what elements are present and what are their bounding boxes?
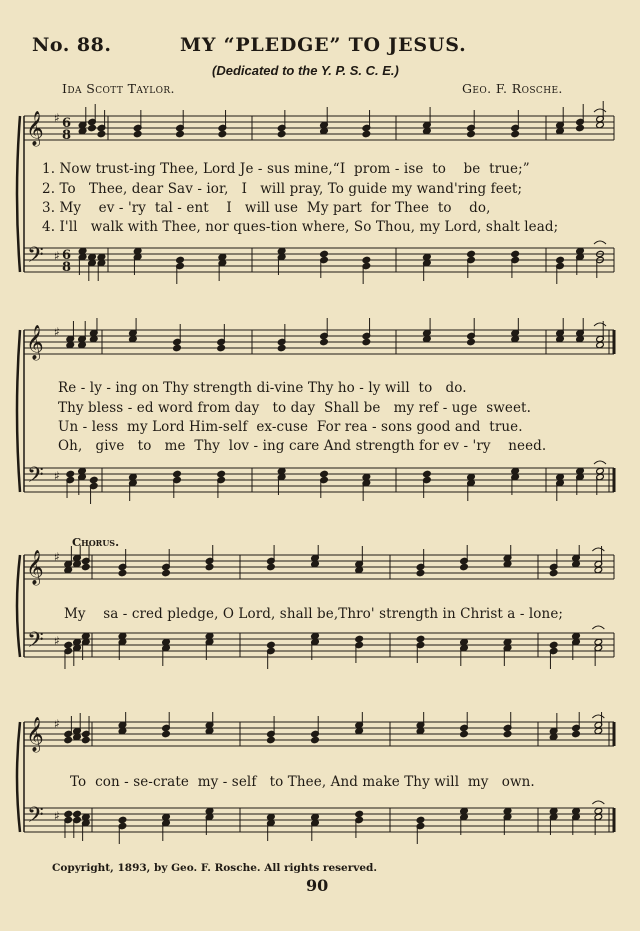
note-icon — [556, 256, 565, 284]
note-icon — [362, 318, 371, 346]
brace — [17, 330, 20, 492]
fermata-icon — [594, 109, 606, 112]
note-icon — [416, 635, 425, 663]
treble-clef-icon: 𝄞 — [26, 111, 44, 146]
note-icon — [467, 110, 476, 138]
bass-clef-icon: 𝄢 — [27, 803, 44, 833]
bass-staff — [24, 248, 614, 272]
note-icon — [217, 324, 226, 352]
note-icon — [556, 473, 565, 501]
note-icon — [82, 632, 91, 660]
note-icon — [176, 110, 185, 138]
note-icon — [82, 813, 91, 841]
sharp-icon: ♯ — [54, 249, 60, 263]
note-icon — [362, 256, 371, 284]
note-icon — [460, 807, 469, 835]
note-icon — [218, 253, 227, 281]
note-icon — [129, 473, 138, 501]
note-icon — [66, 470, 75, 498]
note-icon — [73, 638, 82, 666]
note-icon — [572, 807, 581, 835]
note-icon — [267, 813, 276, 841]
note-icon — [362, 473, 371, 501]
note-icon — [64, 641, 73, 669]
note-icon — [73, 545, 82, 568]
note-icon — [320, 107, 329, 135]
note-icon — [78, 321, 87, 349]
author-credit: Ida Scott Taylor. — [62, 81, 175, 96]
time-signature-icon — [62, 116, 71, 143]
note-icon — [467, 250, 476, 278]
note-icon — [572, 712, 581, 738]
note-icon — [511, 110, 520, 138]
note-icon — [267, 545, 276, 571]
bass-staff — [24, 808, 614, 832]
svg-text:8: 8 — [62, 260, 72, 275]
note-icon — [503, 638, 512, 666]
note-icon — [572, 545, 581, 568]
fermata-icon — [592, 801, 604, 804]
note-icon — [78, 107, 87, 135]
note-icon — [503, 807, 512, 835]
note-icon — [66, 321, 75, 349]
note-icon — [592, 801, 604, 835]
note-icon — [416, 816, 425, 844]
svg-text:6: 6 — [62, 248, 72, 263]
sharp-icon: ♯ — [54, 809, 60, 823]
note-icon — [277, 110, 286, 138]
note-icon — [205, 712, 214, 735]
sharp-icon: ♯ — [54, 550, 60, 564]
note-icon — [423, 107, 432, 135]
note-icon — [467, 318, 476, 346]
brace — [17, 722, 20, 832]
fermata-icon — [594, 461, 606, 464]
svg-text:6: 6 — [62, 116, 72, 131]
note-icon — [64, 546, 73, 574]
time-signature-icon — [62, 248, 71, 275]
note-icon — [592, 546, 604, 574]
note-icon — [133, 110, 142, 138]
note-icon — [460, 712, 469, 738]
verse-1-line-2: Re - ly - ing on Thy strength di-vine Thy ho - ly will to do. — [58, 380, 467, 396]
note-icon — [118, 712, 127, 735]
note-icon — [362, 110, 371, 138]
note-icon — [217, 470, 226, 498]
note-icon — [64, 716, 73, 744]
sharp-icon: ♯ — [54, 111, 60, 125]
sharp-icon: ♯ — [54, 325, 60, 339]
dedication: (Dedicated to the Y. P. S. C. E.) — [212, 63, 399, 78]
note-icon — [320, 470, 329, 498]
copyright-notice: Copyright, 1893, by Geo. F. Rosche. All rights reserved. — [52, 862, 378, 874]
note-icon — [267, 641, 276, 669]
verse-1-line-1: 1. Now trust-ing Thee, Lord Je - sus mine,“I prom - ise to be true;” — [42, 161, 530, 177]
note-icon — [88, 104, 97, 132]
note-icon — [549, 549, 558, 577]
note-icon — [556, 107, 565, 135]
note-icon — [118, 549, 127, 577]
note-icon — [73, 713, 82, 741]
svg-text:8: 8 — [62, 128, 72, 143]
note-icon — [118, 816, 127, 844]
verse-2-line-1: 2. To Thee, dear Sav - ior, I will pray, To guide my wand'ring feet; — [42, 181, 523, 197]
note-icon — [576, 467, 585, 495]
hymn-title: MY “PLEDGE” TO JESUS. — [180, 34, 467, 56]
note-icon — [218, 110, 227, 138]
composer-credit: Geo. F. Rosche. — [462, 81, 563, 96]
bass-clef-icon: 𝄢 — [27, 463, 44, 493]
note-icon — [511, 250, 520, 278]
note-icon — [82, 545, 91, 571]
note-icon — [592, 712, 604, 735]
note-icon — [89, 476, 98, 504]
note-icon — [97, 110, 106, 138]
treble-clef-icon: 𝄞 — [26, 717, 44, 752]
note-icon — [311, 813, 320, 841]
note-icon — [82, 716, 91, 744]
note-icon — [460, 545, 469, 571]
chorus-line-2: To con - se-crate my - self to Thee, And make Thy will my own. — [70, 774, 535, 790]
treble-clef-icon: 𝄞 — [26, 550, 44, 585]
note-icon — [173, 470, 182, 498]
note-icon — [162, 549, 171, 577]
sharp-icon: ♯ — [54, 469, 60, 483]
note-icon — [78, 247, 87, 275]
verse-2-line-2: Thy bless - ed word from day to day Shall be my ref - uge sweet. — [58, 400, 531, 416]
note-icon — [118, 632, 127, 660]
verse-3-line-1: 3. My ev - 'ry tal - ent I will use My part for Thee to do, — [42, 200, 491, 216]
fermata-icon — [594, 241, 606, 244]
bass-clef-icon: 𝄢 — [27, 243, 44, 273]
chorus-line-1: My sa - cred pledge, O Lord, shall be,Thro' strength in Christ a - lone; — [64, 606, 564, 622]
note-icon — [503, 545, 512, 568]
fermata-icon — [592, 548, 604, 551]
note-icon — [311, 545, 320, 568]
note-icon — [511, 467, 520, 495]
note-icon — [205, 807, 214, 835]
note-icon — [355, 712, 364, 735]
page-number: 90 — [306, 876, 329, 895]
note-icon — [467, 473, 476, 501]
note-icon — [549, 641, 558, 669]
note-icon — [277, 467, 286, 495]
bass-clef-icon: 𝄢 — [27, 628, 44, 658]
note-icon — [416, 549, 425, 577]
note-icon — [355, 635, 364, 663]
fermata-icon — [592, 626, 604, 629]
sharp-icon: ♯ — [54, 717, 60, 731]
note-icon — [576, 104, 585, 132]
note-icon — [88, 253, 97, 281]
note-icon — [78, 467, 87, 495]
note-icon — [423, 470, 432, 498]
verse-4-line-1: 4. I'll walk with Thee, nor ques-tion where, So Thou, my Lord, shalt lead; — [42, 219, 559, 235]
verse-3-line-2: Un - less my Lord Him-self ex-cuse For rea - sons good and true. — [58, 419, 523, 435]
note-icon — [576, 247, 585, 275]
note-icon — [320, 250, 329, 278]
brace — [17, 116, 20, 272]
brace — [17, 555, 20, 657]
treble-staff — [24, 116, 614, 140]
note-icon — [176, 256, 185, 284]
note-icon — [97, 253, 106, 281]
note-icon — [320, 318, 329, 346]
chorus-label: Chorus. — [72, 535, 120, 549]
note-icon — [162, 638, 171, 666]
note-icon — [549, 713, 558, 741]
note-icon — [594, 321, 606, 349]
note-icon — [133, 247, 142, 275]
fermata-icon — [594, 323, 606, 326]
note-icon — [162, 712, 171, 738]
note-icon — [594, 461, 606, 495]
note-icon — [355, 810, 364, 838]
fermata-icon — [592, 715, 604, 718]
note-icon — [503, 712, 512, 738]
note-icon — [277, 324, 286, 352]
verse-4-line-2: Oh, give to me Thy lov - ing care And strength for ev - 'ry need. — [58, 438, 547, 454]
note-icon — [416, 712, 425, 735]
note-icon — [592, 626, 604, 666]
hymn-number: No. 88. — [32, 34, 112, 56]
note-icon — [355, 546, 364, 574]
sharp-icon: ♯ — [54, 634, 60, 648]
note-icon — [311, 716, 320, 744]
treble-staff — [24, 330, 614, 354]
note-icon — [205, 545, 214, 571]
note-icon — [423, 253, 432, 281]
note-icon — [205, 632, 214, 660]
note-icon — [594, 101, 606, 129]
note-icon — [267, 716, 276, 744]
bass-staff — [24, 468, 614, 492]
note-icon — [277, 247, 286, 275]
note-icon — [64, 810, 73, 838]
note-icon — [549, 807, 558, 835]
note-icon — [460, 638, 469, 666]
note-icon — [311, 632, 320, 660]
note-icon — [73, 810, 82, 838]
note-icon — [572, 632, 581, 660]
note-icon — [173, 324, 182, 352]
treble-clef-icon: 𝄞 — [26, 325, 44, 360]
note-icon — [162, 813, 171, 841]
